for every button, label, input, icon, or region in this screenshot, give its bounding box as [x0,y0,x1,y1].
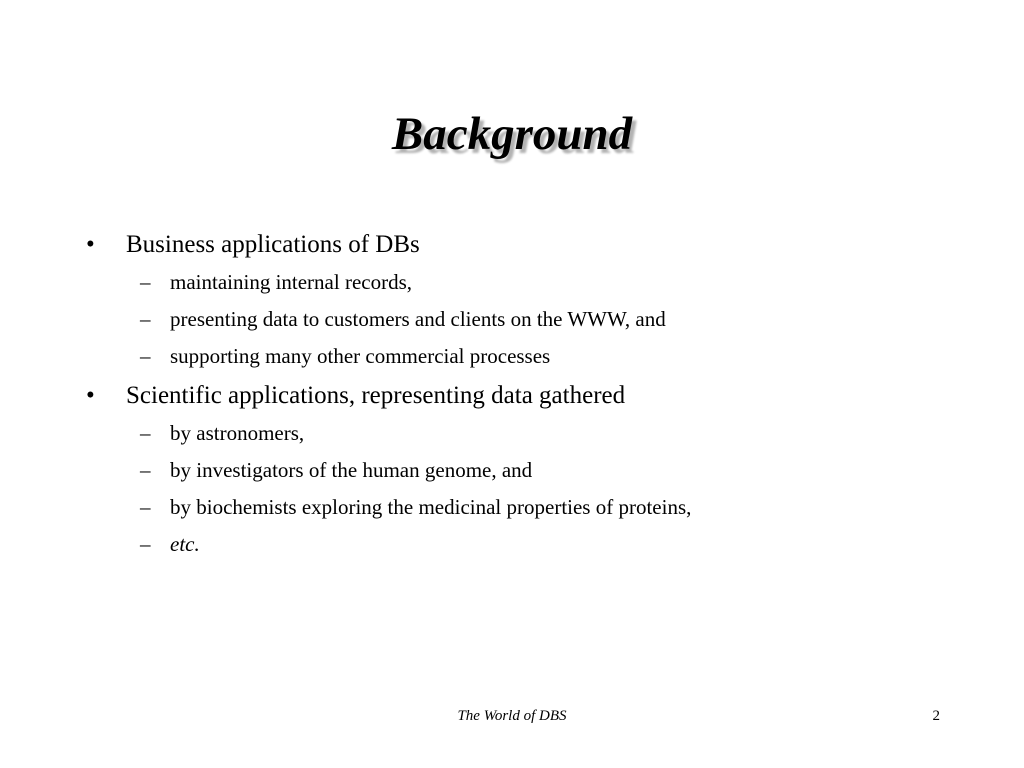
footer-title: The World of DBS [457,708,567,724]
sub-bullet-text: supporting many other commercial processes [170,344,551,368]
sub-bullet-item [86,452,986,489]
sub-bullet-item [86,415,986,452]
slide-title: Background [391,108,633,160]
bullet-list [86,226,986,563]
page-number: 2 [932,708,940,724]
bullet-icon: • [86,231,95,258]
sub-bullet-text: etc. [170,532,200,556]
sub-bullet-item [86,264,986,301]
sub-bullet-item [86,338,986,375]
sub-bullet-item [86,526,986,563]
sub-bullet-item [86,301,986,338]
sub-bullet-text: by investigators of the human genome, and [170,458,533,482]
dash-icon: – [140,495,151,519]
sub-bullet-item [86,489,986,526]
bullet-item [86,377,986,415]
dash-icon: – [140,307,151,331]
sub-bullet-text: by biochemists exploring the medicinal properties of proteins, [170,495,692,519]
bullet-item [86,226,986,264]
dash-icon: – [140,532,151,556]
bullet-icon: • [86,382,95,409]
bullet-text: Scientific applications, representing data gathered [126,382,626,409]
bullet-text: Business applications of DBs [126,231,420,258]
dash-icon: – [140,270,151,294]
sub-bullet-text: presenting data to customers and clients on the WWW, and [170,307,666,331]
sub-bullet-text: maintaining internal records, [170,270,413,294]
dash-icon: – [140,421,151,445]
dash-icon: – [140,344,151,368]
dash-icon: – [140,458,151,482]
sub-bullet-text: by astronomers, [170,421,305,445]
